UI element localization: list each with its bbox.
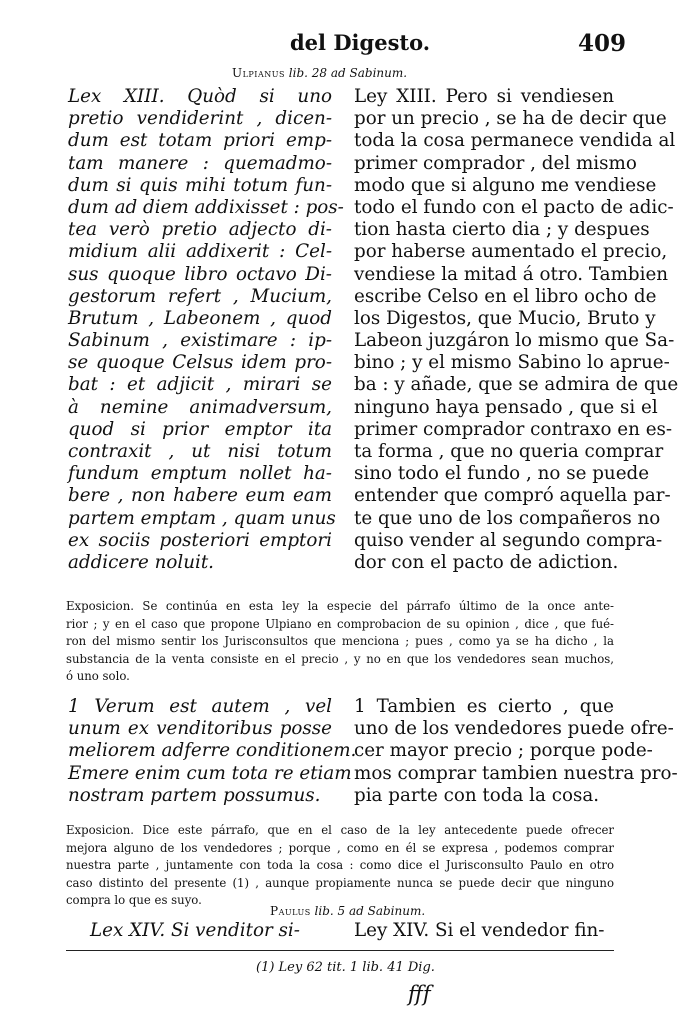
spanish-line: pia parte con toda la cosa. [354, 784, 600, 806]
spanish-line: sino todo el fundo , no se puede [354, 463, 650, 485]
spanish-line: entender que compró aquella par- [354, 485, 671, 507]
latin-line: pretio vendiderint , dicen- [68, 108, 332, 130]
source-citation [232, 66, 407, 80]
spanish-line: toda la cosa permanece vendida al [354, 130, 676, 152]
latin-line: sus quoque libro octavo Di- [68, 263, 332, 285]
latin-line: midium alii addixerit : Cel- [68, 241, 332, 263]
exposicion-line: Exposicion. Dice este párrafo, que en el caso de la ley antecedente puede ofrecer [66, 823, 614, 837]
lex14-spanish-start [354, 920, 614, 942]
lex14-source-reference: lib. 5 ad Sabinum. [314, 904, 426, 918]
latin-line: tam manere : quemadmo- [68, 152, 332, 174]
spanish-line: Ley XIII. Pero si vendiesen [354, 86, 614, 107]
source-author: Ulpianus [232, 66, 285, 80]
lex13-spanish-text [354, 86, 679, 574]
spanish-line: ninguno haya pensado , que si el [354, 396, 658, 418]
spanish-line: quiso vender al segundo compra- [354, 529, 663, 551]
spanish-line: primer comprador contraxo en es- [354, 418, 673, 440]
lex14-source-citation [270, 904, 425, 918]
latin-line: unum ex venditoribus posse [68, 718, 332, 740]
spanish-line: tion hasta cierto dia ; y despues [354, 219, 650, 241]
exposicion-line: compra lo que es suyo. [66, 893, 202, 908]
spanish-line: vendiese la mitad á otro. Tambien [354, 263, 669, 285]
footnote: (1) Ley 62 tit. 1 lib. 41 Dig. [256, 960, 435, 975]
latin-line: dum est totam priori emp- [68, 130, 332, 152]
lex14-latin-line: Lex XIV. Si venditor si- [90, 920, 300, 941]
latin-line: gestorum refert , Mucium, [68, 285, 332, 307]
latin-line: partem emptam , quam unus [68, 507, 336, 529]
spanish-line: dor con el pacto de adiction. [354, 551, 619, 573]
exposicion-line: rior ; y en el caso que propone Ulpiano en comprobacion de su opinion , dice , que fué- [66, 616, 614, 631]
spanish-line: bino ; y el mismo Sabino lo aprue- [354, 352, 670, 374]
exposicion-line: ó uno solo. [66, 669, 130, 684]
latin-line: ex sociis posteriori emptori [68, 529, 332, 551]
exposicion-line: substancia de la venta consiste en el precio , y no en que los vendedores sean muchos, [66, 651, 614, 666]
latin-line: Brutum , Labeonem , quod [68, 307, 332, 329]
spanish-line: primer comprador , del mismo [354, 152, 637, 174]
spanish-line: todo el fundo con el pacto de adic- [354, 196, 674, 218]
latin-line: quod si prior emptor ita [68, 418, 332, 440]
page-number: 409 [578, 30, 627, 57]
spanish-line: ba : y añade, que se admira de que [354, 374, 679, 396]
latin-line: Emere enim cum tota re etiam [68, 762, 352, 784]
spanish-line: modo que si alguno me vendiese [354, 174, 657, 196]
latin-line: bat : et adjicit , mirari se [68, 374, 332, 396]
latin-line: à nemine animadversum, [68, 396, 332, 418]
spanish-line: escribe Celso en el libro ocho de [354, 285, 657, 307]
spanish-line: Labeon juzgáron lo mismo que Sa- [354, 330, 675, 352]
latin-line: dum ad diem addixisset : pos- [68, 196, 344, 218]
spanish-line: ta forma , que no queria comprar [354, 441, 664, 462]
latin-line: 1 Verum est autem , vel [68, 696, 332, 717]
exposicion-line: caso distinto del presente (1) , aunque propiamente nunca se puede decir que ninguno [66, 875, 614, 890]
lex13-exposicion [66, 598, 614, 686]
running-header-title: del Digesto. [290, 30, 431, 55]
spanish-line: por un precio , se ha de decir que [354, 108, 667, 130]
latin-line: tea verò pretio adjecto di- [68, 219, 332, 241]
footnote-divider [66, 950, 614, 951]
latin-line: Sabinum , existimare : ip- [68, 330, 332, 352]
latin-line: bere , non habere eum eam [68, 485, 332, 507]
source-reference: lib. 28 ad Sabinum. [288, 66, 408, 80]
latin-line: Lex XIII. Quòd si uno [68, 86, 332, 107]
lex14-latin-start [90, 920, 330, 942]
signature-mark: fff [408, 982, 431, 1006]
par1-exposicion [66, 822, 614, 910]
par1-spanish-text [354, 696, 678, 807]
latin-line: contraxit , ut nisi totum [68, 441, 332, 462]
spanish-line: cer mayor precio ; porque pode- [354, 740, 653, 762]
par1-latin-text [68, 696, 357, 807]
spanish-line: 1 Tambien es cierto , que [354, 696, 614, 717]
latin-line: meliorem adferre conditionem. [68, 740, 357, 762]
spanish-line: te que uno de los compañeros no [354, 507, 661, 529]
spanish-line: mos comprar tambien nuestra pro- [354, 762, 678, 784]
lex13-latin-text [68, 86, 344, 574]
spanish-line: uno de los vendedores puede ofre- [354, 718, 674, 740]
lex14-source-author: Paulus [270, 904, 311, 918]
latin-line: fundum emptum nollet ha- [68, 463, 332, 485]
lex14-spanish-line: Ley XIV. Si el vendedor fin- [354, 920, 605, 941]
spanish-line: los Digestos, que Mucio, Bruto y [354, 307, 656, 329]
latin-line: addicere noluit. [68, 551, 214, 573]
exposicion-line: mejora alguno de los vendedores ; porque , como en él se expresa , podemos comprar [66, 840, 614, 855]
latin-line: dum si quis mihi totum fun- [68, 174, 332, 196]
spanish-line: por haberse aumentado el precio, [354, 241, 668, 263]
latin-line: se quoque Celsus idem pro- [68, 352, 332, 374]
exposicion-line: ron del mismo sentir los Jurisconsultos que menciona ; pues , como ya se ha dicho , la [66, 634, 614, 649]
exposicion-line: nuestra parte , juntamente con toda la cosa : como dice el Jurisconsulto Paulo en otro [66, 858, 614, 873]
latin-line: nostram partem possumus. [68, 784, 321, 806]
exposicion-line: Exposicion. Se continúa en esta ley la especie del párrafo último de la once ante- [66, 599, 614, 613]
